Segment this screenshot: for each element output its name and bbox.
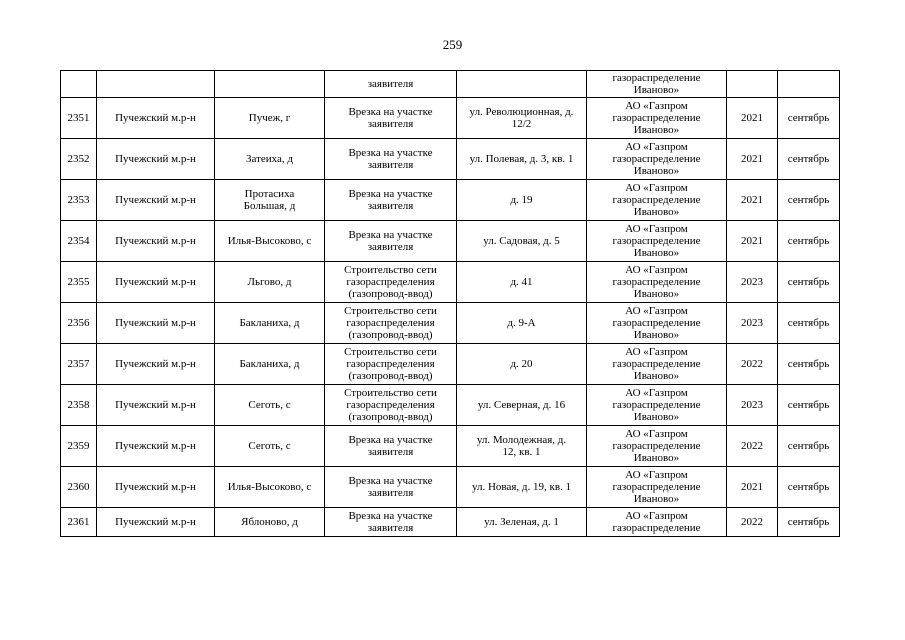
- cell-settlement: Протасиха Большая, д: [215, 180, 325, 221]
- table-row: [61, 139, 840, 180]
- cell-district: Пучежский м.р-н: [97, 385, 215, 426]
- cell-num: 2357: [61, 344, 97, 385]
- table-row: [61, 98, 840, 139]
- cell-month: сентябрь: [778, 508, 840, 537]
- cell-address: [457, 71, 587, 98]
- cell-year: 2021: [727, 467, 778, 508]
- cell-num: 2361: [61, 508, 97, 537]
- cell-address: ул. Зеленая, д. 1: [457, 508, 587, 537]
- cell-month: сентябрь: [778, 385, 840, 426]
- cell-organization: газораспределение Иваново»: [587, 71, 727, 98]
- cell-num: 2359: [61, 426, 97, 467]
- cell-work-type: Врезка на участке заявителя: [325, 139, 457, 180]
- cell-num: 2352: [61, 139, 97, 180]
- cell-organization: АО «Газпром газораспределение Иваново»: [587, 98, 727, 139]
- cell-year: 2023: [727, 385, 778, 426]
- cell-month: сентябрь: [778, 139, 840, 180]
- cell-work-type: заявителя: [325, 71, 457, 98]
- cell-district: Пучежский м.р-н: [97, 508, 215, 537]
- cell-year: 2022: [727, 344, 778, 385]
- cell-work-type: Врезка на участке заявителя: [325, 426, 457, 467]
- cell-settlement: Бакланиха, д: [215, 303, 325, 344]
- cell-district: Пучежский м.р-н: [97, 262, 215, 303]
- cell-organization: АО «Газпром газораспределение: [587, 508, 727, 537]
- page-number: 259: [442, 37, 463, 52]
- cell-district: Пучежский м.р-н: [97, 180, 215, 221]
- cell-work-type: Строительство сети газораспределения (газопровод-ввод): [325, 303, 457, 344]
- continuation-row: [61, 71, 840, 98]
- cell-organization: АО «Газпром газораспределение Иваново»: [587, 385, 727, 426]
- cell-address: ул. Новая, д. 19, кв. 1: [457, 467, 587, 508]
- cell-address: ул. Садовая, д. 5: [457, 221, 587, 262]
- cell-num: 2354: [61, 221, 97, 262]
- cell-month: сентябрь: [778, 344, 840, 385]
- cell-month: сентябрь: [778, 180, 840, 221]
- cell-work-type: Врезка на участке заявителя: [325, 221, 457, 262]
- cell-year: 2023: [727, 303, 778, 344]
- cell-district: Пучежский м.р-н: [97, 98, 215, 139]
- cell-month: сентябрь: [778, 303, 840, 344]
- cell-year: 2022: [727, 508, 778, 537]
- cell-organization: АО «Газпром газораспределение Иваново»: [587, 221, 727, 262]
- cell-settlement: Льгово, д: [215, 262, 325, 303]
- cell-num: 2358: [61, 385, 97, 426]
- cell-num: 2351: [61, 98, 97, 139]
- cell-organization: АО «Газпром газораспределение Иваново»: [587, 139, 727, 180]
- cell-num: 2356: [61, 303, 97, 344]
- cell-month: [778, 71, 840, 98]
- cell-year: [727, 71, 778, 98]
- cell-num: 2353: [61, 180, 97, 221]
- cell-address: д. 9-А: [457, 303, 587, 344]
- cell-month: сентябрь: [778, 221, 840, 262]
- cell-num: [61, 71, 97, 98]
- gasification-schedule-table: [60, 70, 840, 537]
- table-row: [61, 385, 840, 426]
- table-row: [61, 262, 840, 303]
- cell-district: Пучежский м.р-н: [97, 426, 215, 467]
- cell-month: сентябрь: [778, 98, 840, 139]
- table-row: [61, 426, 840, 467]
- cell-address: д. 41: [457, 262, 587, 303]
- table-row: [61, 303, 840, 344]
- table-row: [61, 467, 840, 508]
- cell-work-type: Врезка на участке заявителя: [325, 98, 457, 139]
- cell-organization: АО «Газпром газораспределение Иваново»: [587, 262, 727, 303]
- cell-month: сентябрь: [778, 467, 840, 508]
- cell-district: Пучежский м.р-н: [97, 344, 215, 385]
- cell-address: д. 19: [457, 180, 587, 221]
- cell-settlement: Бакланиха, д: [215, 344, 325, 385]
- cell-year: 2023: [727, 262, 778, 303]
- cell-num: 2360: [61, 467, 97, 508]
- cell-settlement: Сеготь, с: [215, 426, 325, 467]
- table-row: [61, 344, 840, 385]
- cell-settlement: [215, 71, 325, 98]
- cell-district: Пучежский м.р-н: [97, 467, 215, 508]
- cell-month: сентябрь: [778, 262, 840, 303]
- cell-work-type: Врезка на участке заявителя: [325, 508, 457, 537]
- cell-num: 2355: [61, 262, 97, 303]
- cell-organization: АО «Газпром газораспределение Иваново»: [587, 180, 727, 221]
- cell-year: 2021: [727, 98, 778, 139]
- cell-work-type: Строительство сети газораспределения (газопровод-ввод): [325, 262, 457, 303]
- cell-district: Пучежский м.р-н: [97, 303, 215, 344]
- cell-work-type: Врезка на участке заявителя: [325, 467, 457, 508]
- cell-address: ул. Молодежная, д. 12, кв. 1: [457, 426, 587, 467]
- table-row: [61, 221, 840, 262]
- cell-year: 2021: [727, 180, 778, 221]
- cell-address: д. 20: [457, 344, 587, 385]
- cell-district: [97, 71, 215, 98]
- cell-work-type: Врезка на участке заявителя: [325, 180, 457, 221]
- cell-organization: АО «Газпром газораспределение Иваново»: [587, 303, 727, 344]
- cell-district: Пучежский м.р-н: [97, 139, 215, 180]
- cell-settlement: Затеиха, д: [215, 139, 325, 180]
- cell-settlement: Пучеж, г: [215, 98, 325, 139]
- cell-year: 2022: [727, 426, 778, 467]
- cell-month: сентябрь: [778, 426, 840, 467]
- cell-address: ул. Северная, д. 16: [457, 385, 587, 426]
- cell-settlement: Илья-Высоково, с: [215, 467, 325, 508]
- cell-organization: АО «Газпром газораспределение Иваново»: [587, 467, 727, 508]
- cell-settlement: Сеготь, с: [215, 385, 325, 426]
- cell-organization: АО «Газпром газораспределение Иваново»: [587, 426, 727, 467]
- table-row: [61, 180, 840, 221]
- cell-year: 2021: [727, 139, 778, 180]
- table-row: [61, 508, 840, 537]
- cell-settlement: Илья-Высоково, с: [215, 221, 325, 262]
- cell-work-type: Строительство сети газораспределения (газопровод-ввод): [325, 344, 457, 385]
- cell-address: ул. Революционная, д. 12/2: [457, 98, 587, 139]
- cell-work-type: Строительство сети газораспределения (газопровод-ввод): [325, 385, 457, 426]
- cell-settlement: Яблоново, д: [215, 508, 325, 537]
- cell-year: 2021: [727, 221, 778, 262]
- cell-district: Пучежский м.р-н: [97, 221, 215, 262]
- cell-organization: АО «Газпром газораспределение Иваново»: [587, 344, 727, 385]
- cell-address: ул. Полевая, д. 3, кв. 1: [457, 139, 587, 180]
